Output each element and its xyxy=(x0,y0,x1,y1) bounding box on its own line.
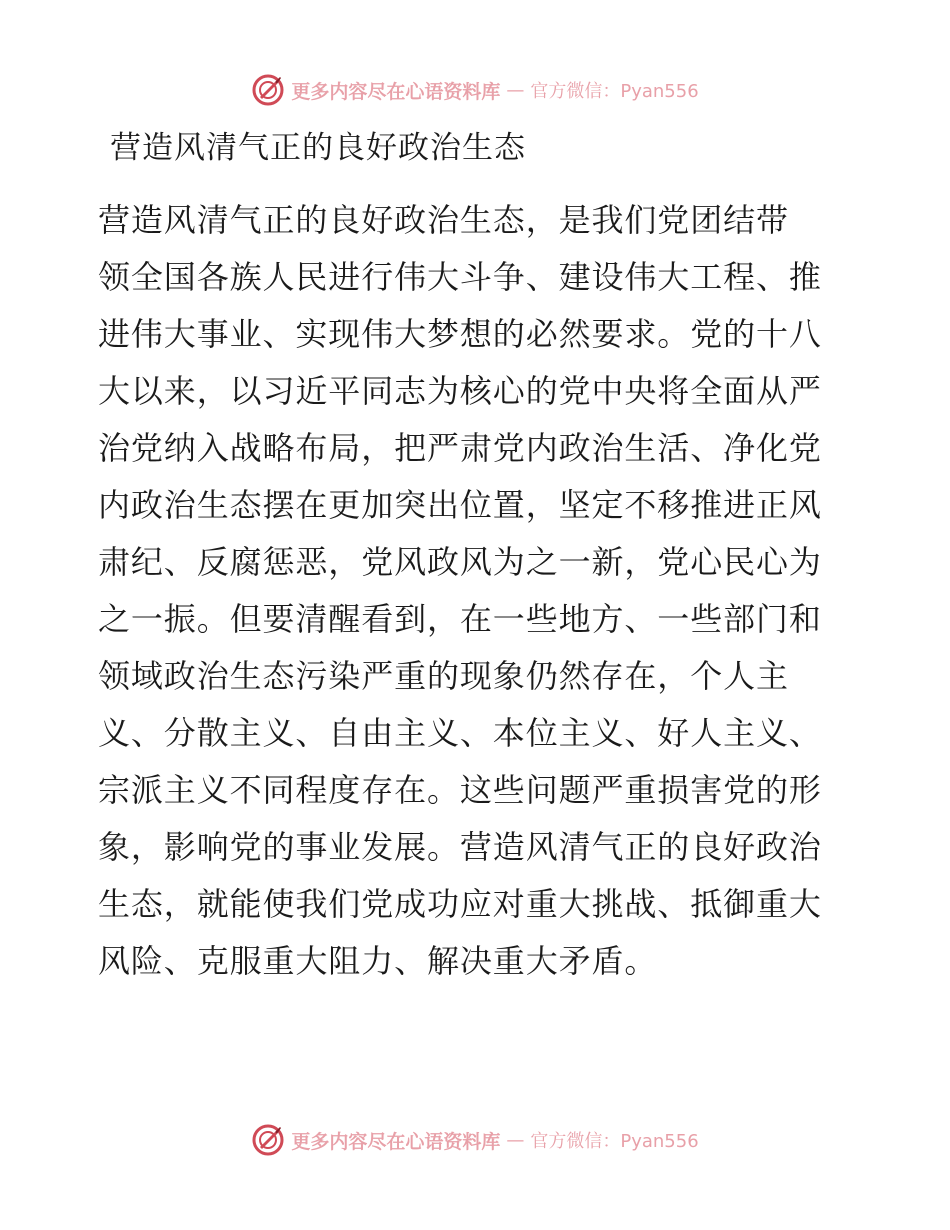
header-banner xyxy=(0,70,950,110)
paragraph-line: 生态，就能使我们党成功应对重大挑战、抵御重大 xyxy=(98,885,822,923)
footer-banner xyxy=(0,1120,950,1160)
paragraph-line: 之一振。但要清醒看到，在一些地方、一些部门和 xyxy=(98,600,822,638)
banner-main-text: 更多内容尽在心语资料库 xyxy=(291,80,501,103)
paragraph-line: 营造风清气正的良好政治生态，是我们党团结带 xyxy=(98,201,789,239)
banner-wechat-text: 官方微信：Pyan556 xyxy=(530,1131,699,1152)
banner-separator: — xyxy=(506,1129,525,1151)
paragraph-line: 义、分散主义、自由主义、本位主义、好人主义、 xyxy=(98,714,822,752)
document-title: 营造风清气正的良好政治生态 xyxy=(110,130,526,166)
document-body xyxy=(98,192,858,990)
paragraph-line: 象，影响党的事业发展。营造风清气正的良好政治 xyxy=(98,828,822,866)
paragraph-line: 进伟大事业、实现伟大梦想的必然要求。党的十八 xyxy=(98,315,822,353)
paragraph-line: 肃纪、反腐惩恶，党风政风为之一新，党心民心为 xyxy=(98,543,822,581)
paragraph-line: 风险、克服重大阻力、解决重大矛盾。 xyxy=(98,942,658,980)
paragraph-line: 领域政治生态污染严重的现象仍然存在，个人主 xyxy=(98,657,789,695)
paragraph-line: 治党纳入战略布局，把严肃党内政治生活、净化党 xyxy=(98,429,822,467)
paragraph-line: 宗派主义不同程度存在。这些问题严重损害党的形 xyxy=(98,771,822,809)
paragraph-line: 大以来，以习近平同志为核心的党中央将全面从严 xyxy=(98,372,822,410)
logo-icon xyxy=(251,1123,285,1157)
banner-wechat-text: 官方微信：Pyan556 xyxy=(530,81,699,102)
paragraph-line: 领全国各族人民进行伟大斗争、建设伟大工程、推 xyxy=(98,258,822,296)
paragraph-line: 内政治生态摆在更加突出位置，坚定不移推进正风 xyxy=(98,486,822,524)
banner-main-text: 更多内容尽在心语资料库 xyxy=(291,1130,501,1153)
logo-icon xyxy=(251,73,285,107)
banner-separator: — xyxy=(506,79,525,101)
